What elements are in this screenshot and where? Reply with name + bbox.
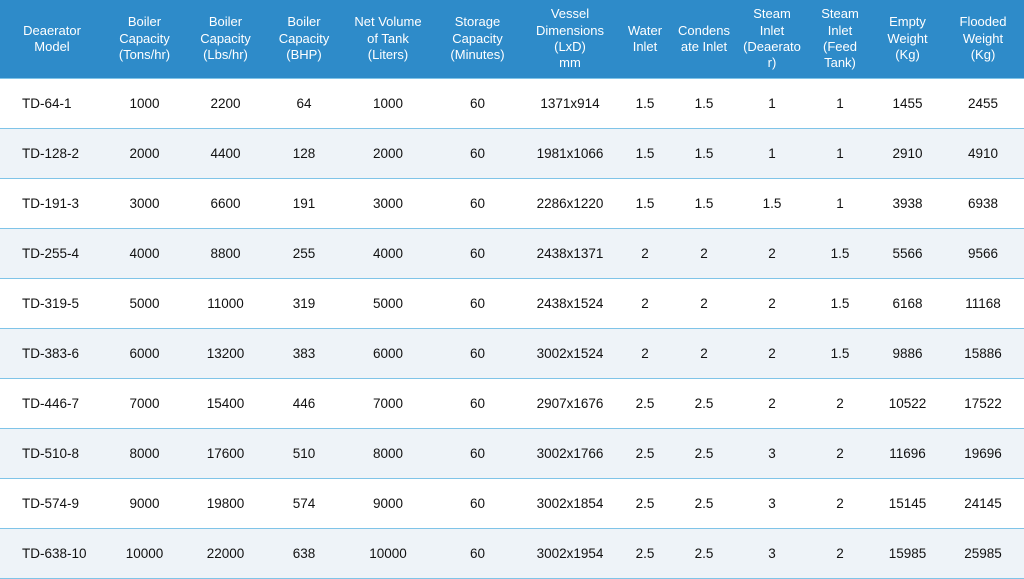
table-cell: 638	[266, 528, 342, 578]
column-header-net-volume: Net Volume of Tank (Liters)	[342, 0, 434, 78]
table-cell: 2286x1220	[521, 178, 619, 228]
cell-deaerator-model: TD-574-9	[0, 478, 104, 528]
table-row	[0, 128, 1024, 178]
table-cell: 2	[619, 228, 671, 278]
cell-deaerator-model: TD-446-7	[0, 378, 104, 428]
table-cell: 2	[807, 378, 873, 428]
table-cell: 19696	[942, 428, 1024, 478]
cell-deaerator-model: TD-191-3	[0, 178, 104, 228]
table-cell: 1	[737, 128, 807, 178]
table-cell: 2.5	[671, 478, 737, 528]
table-header	[0, 0, 1024, 78]
table-cell: 9886	[873, 328, 942, 378]
table-cell: 64	[266, 78, 342, 128]
table-cell: 2	[671, 228, 737, 278]
table-cell: 3	[737, 428, 807, 478]
cell-deaerator-model: TD-64-1	[0, 78, 104, 128]
table-cell: 2	[737, 228, 807, 278]
table-cell: 3000	[342, 178, 434, 228]
table-cell: 2438x1371	[521, 228, 619, 278]
table-cell: 2000	[104, 128, 185, 178]
table-cell: 5000	[342, 278, 434, 328]
table-cell: 5000	[104, 278, 185, 328]
table-cell: 3002x1766	[521, 428, 619, 478]
table-row	[0, 528, 1024, 578]
table-cell: 8800	[185, 228, 266, 278]
table-cell: 2	[619, 328, 671, 378]
table-cell: 4000	[342, 228, 434, 278]
cell-deaerator-model: TD-128-2	[0, 128, 104, 178]
table-cell: 1.5	[619, 178, 671, 228]
table-row	[0, 278, 1024, 328]
table-cell: 60	[434, 78, 521, 128]
table-header-row	[0, 0, 1024, 78]
table-cell: 17600	[185, 428, 266, 478]
table-cell: 6938	[942, 178, 1024, 228]
table-cell: 3	[737, 528, 807, 578]
table-cell: 255	[266, 228, 342, 278]
table-cell: 2	[671, 278, 737, 328]
table-cell: 24145	[942, 478, 1024, 528]
cell-deaerator-model: TD-255-4	[0, 228, 104, 278]
table-cell: 15145	[873, 478, 942, 528]
table-cell: 6000	[104, 328, 185, 378]
table-cell: 2907x1676	[521, 378, 619, 428]
column-header-storage-capacity: Storage Capacity (Minutes)	[434, 0, 521, 78]
table-cell: 2.5	[619, 478, 671, 528]
table-cell: 22000	[185, 528, 266, 578]
table-cell: 1.5	[807, 228, 873, 278]
table-cell: 446	[266, 378, 342, 428]
table-cell: 3000	[104, 178, 185, 228]
table-cell: 319	[266, 278, 342, 328]
header-line-1: Deaerator	[23, 22, 81, 38]
table-cell: 2000	[342, 128, 434, 178]
table-cell: 1.5	[807, 328, 873, 378]
table-cell: 2200	[185, 78, 266, 128]
table-cell: 6000	[342, 328, 434, 378]
table-cell: 2.5	[671, 428, 737, 478]
header-line-2: Model	[34, 38, 70, 54]
table-row	[0, 178, 1024, 228]
table-cell: 11168	[942, 278, 1024, 328]
table-cell: 3938	[873, 178, 942, 228]
table-cell: 60	[434, 128, 521, 178]
table-cell: 17522	[942, 378, 1024, 428]
table-cell: 2	[807, 528, 873, 578]
column-header-condensate-inlet: Condens ate Inlet	[671, 0, 737, 78]
table-cell: 1.5	[807, 278, 873, 328]
table-cell: 2	[737, 328, 807, 378]
table-row	[0, 78, 1024, 128]
table-cell: 7000	[104, 378, 185, 428]
table-cell: 1	[737, 78, 807, 128]
table-cell: 1455	[873, 78, 942, 128]
table-cell: 1000	[104, 78, 185, 128]
table-cell: 60	[434, 378, 521, 428]
table-cell: 60	[434, 428, 521, 478]
table-cell: 60	[434, 178, 521, 228]
table-cell: 510	[266, 428, 342, 478]
table-cell: 2910	[873, 128, 942, 178]
table-cell: 4910	[942, 128, 1024, 178]
table-cell: 2.5	[619, 428, 671, 478]
table-cell: 7000	[342, 378, 434, 428]
table-cell: 25985	[942, 528, 1024, 578]
table-cell: 2.5	[671, 528, 737, 578]
table-cell: 8000	[342, 428, 434, 478]
table-cell: 1.5	[619, 78, 671, 128]
column-header-boiler-capacity-lbs: Boiler Capacity (Lbs/hr)	[185, 0, 266, 78]
table-cell: 2	[737, 378, 807, 428]
table-cell: 1981x1066	[521, 128, 619, 178]
table-cell: 2.5	[619, 528, 671, 578]
table-cell: 2	[619, 278, 671, 328]
table-cell: 1	[807, 178, 873, 228]
table-cell: 4400	[185, 128, 266, 178]
cell-deaerator-model: TD-319-5	[0, 278, 104, 328]
table-cell: 2.5	[671, 378, 737, 428]
table-cell: 2.5	[619, 378, 671, 428]
table-cell: 574	[266, 478, 342, 528]
table-cell: 60	[434, 478, 521, 528]
table-cell: 3002x1524	[521, 328, 619, 378]
column-header-deaerator-model	[0, 0, 104, 78]
table-cell: 2438x1524	[521, 278, 619, 328]
table-cell: 2	[807, 428, 873, 478]
table-cell: 5566	[873, 228, 942, 278]
table-cell: 10000	[342, 528, 434, 578]
table-cell: 1.5	[737, 178, 807, 228]
column-header-flooded-weight: Flooded Weight (Kg)	[942, 0, 1024, 78]
table-cell: 2	[671, 328, 737, 378]
table-cell: 11696	[873, 428, 942, 478]
table-cell: 3	[737, 478, 807, 528]
table-row	[0, 328, 1024, 378]
table-cell: 1.5	[671, 78, 737, 128]
table-cell: 15985	[873, 528, 942, 578]
table-cell: 128	[266, 128, 342, 178]
table-cell: 2	[807, 478, 873, 528]
table-cell: 19800	[185, 478, 266, 528]
cell-deaerator-model: TD-638-10	[0, 528, 104, 578]
table-cell: 6600	[185, 178, 266, 228]
table-cell: 60	[434, 528, 521, 578]
table-row	[0, 428, 1024, 478]
table-cell: 1.5	[619, 128, 671, 178]
table-cell: 15886	[942, 328, 1024, 378]
table-cell: 9000	[342, 478, 434, 528]
column-header-empty-weight: Empty Weight (Kg)	[873, 0, 942, 78]
table-cell: 8000	[104, 428, 185, 478]
table-cell: 1	[807, 78, 873, 128]
column-header-water-inlet: Water Inlet	[619, 0, 671, 78]
table-cell: 2455	[942, 78, 1024, 128]
table-cell: 1.5	[671, 128, 737, 178]
column-header-boiler-capacity-bhp: Boiler Capacity (BHP)	[266, 0, 342, 78]
table-body	[0, 78, 1024, 578]
column-header-steam-inlet-feed-tank: Steam Inlet (Feed Tank)	[807, 0, 873, 78]
table-cell: 15400	[185, 378, 266, 428]
table-row	[0, 378, 1024, 428]
table-cell: 191	[266, 178, 342, 228]
table-cell: 10000	[104, 528, 185, 578]
table-cell: 10522	[873, 378, 942, 428]
table-row	[0, 228, 1024, 278]
table-cell: 4000	[104, 228, 185, 278]
table-cell: 1	[807, 128, 873, 178]
table-cell: 3002x1954	[521, 528, 619, 578]
column-header-boiler-capacity-tons: Boiler Capacity (Tons/hr)	[104, 0, 185, 78]
table-cell: 9000	[104, 478, 185, 528]
cell-deaerator-model: TD-383-6	[0, 328, 104, 378]
table-cell: 1000	[342, 78, 434, 128]
table-cell: 1371x914	[521, 78, 619, 128]
table-cell: 13200	[185, 328, 266, 378]
column-header-vessel-dimensions: Vessel Dimensions (LxD) mm	[521, 0, 619, 78]
table-cell: 383	[266, 328, 342, 378]
cell-deaerator-model: TD-510-8	[0, 428, 104, 478]
column-header-steam-inlet-deaerator: Steam Inlet (Deaerato r)	[737, 0, 807, 78]
table-cell: 11000	[185, 278, 266, 328]
table-cell: 60	[434, 278, 521, 328]
table-cell: 3002x1854	[521, 478, 619, 528]
table-cell: 60	[434, 228, 521, 278]
table-cell: 6168	[873, 278, 942, 328]
table-cell: 2	[737, 278, 807, 328]
table-row	[0, 478, 1024, 528]
table-cell: 9566	[942, 228, 1024, 278]
table-cell: 60	[434, 328, 521, 378]
table-cell: 1.5	[671, 178, 737, 228]
